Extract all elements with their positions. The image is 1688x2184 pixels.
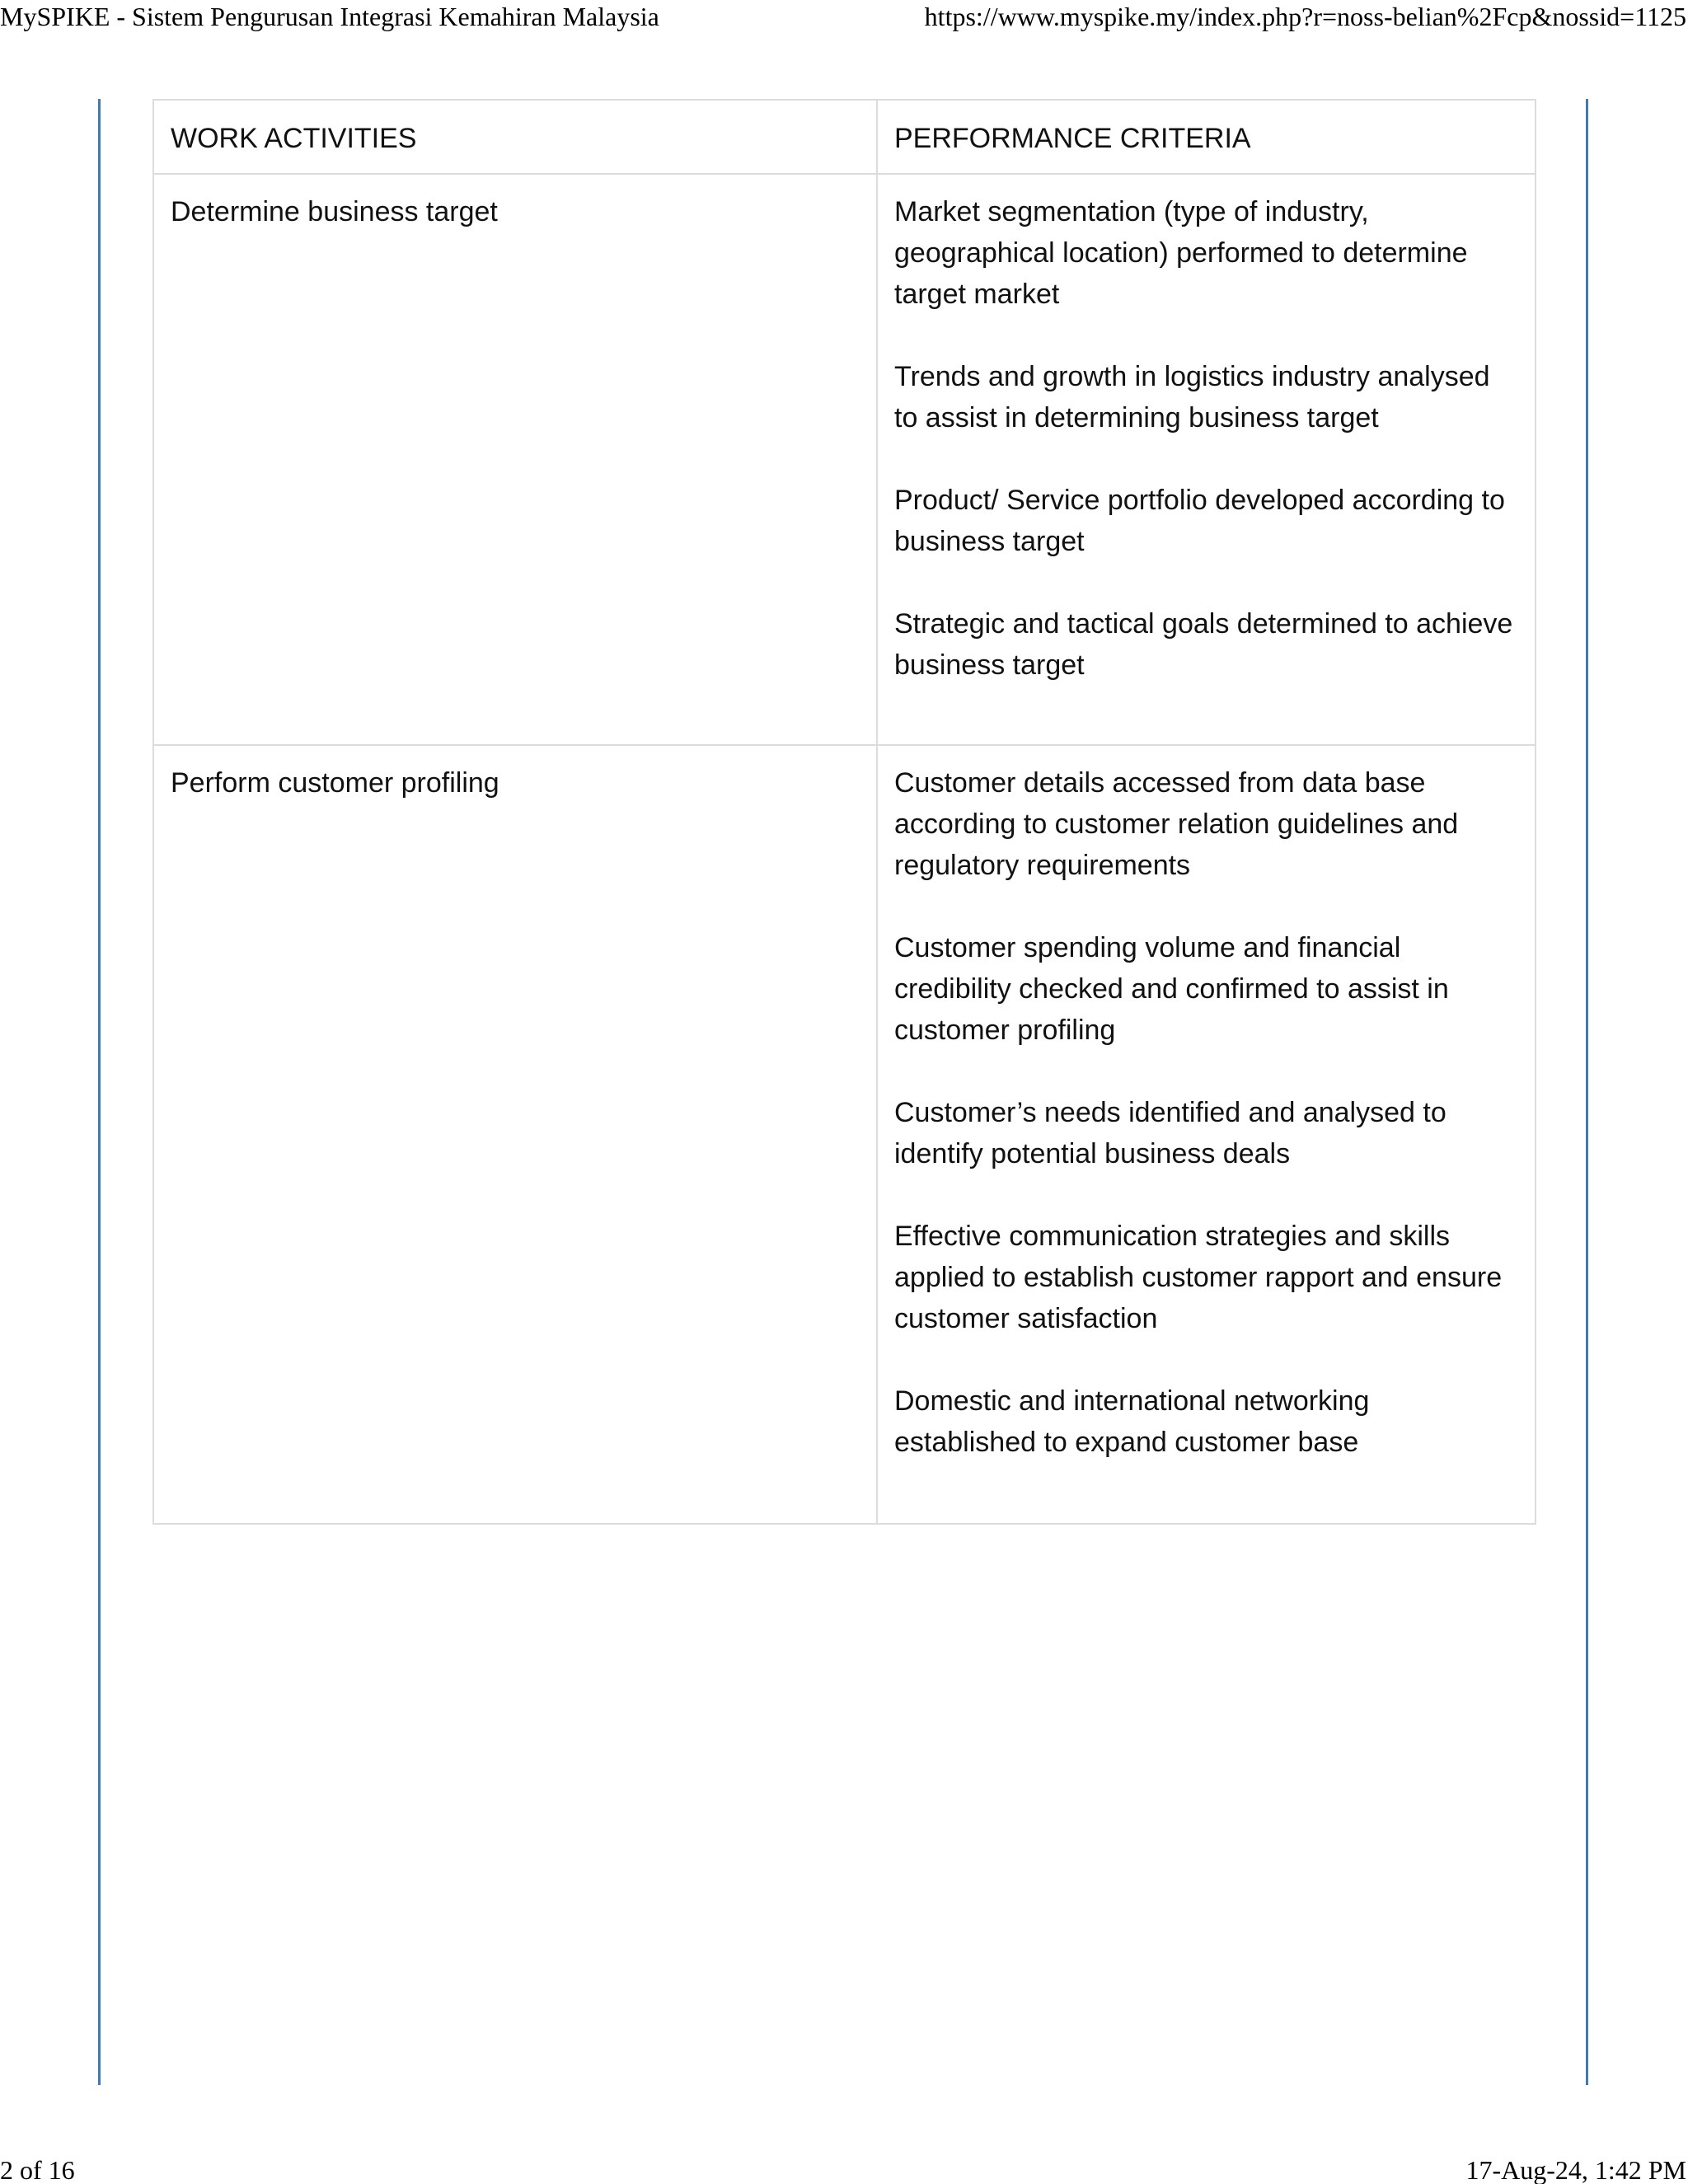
criterion-item: Strategic and tactical goals determined to achieve business target — [894, 608, 1513, 681]
criterion-item: Customer’s needs identified and analysed to identify potential business deals — [894, 1097, 1447, 1169]
print-footer-page-number: 2 of 16 — [0, 2155, 75, 2184]
header-work-activities: WORK ACTIVITIES — [153, 100, 877, 174]
criterion-item: Domestic and international networking established to expand customer base — [894, 1385, 1370, 1458]
criterion-item: Customer spending volume and financial credibility checked and confirmed to assist in customer profiling — [894, 932, 1449, 1046]
header-performance-criteria: PERFORMANCE CRITERIA — [877, 100, 1536, 174]
print-header-title: MySPIKE - Sistem Pengurusan Integrasi Kemahiran Malaysia — [0, 2, 659, 31]
right-page-border — [1586, 99, 1588, 2085]
work-activity-cell: Determine business target — [153, 174, 877, 745]
criterion-item: Market segmentation (type of industry, geographical location) performed to determine target market — [894, 196, 1468, 310]
table-row — [153, 745, 1536, 1524]
print-footer-datetime: 17-Aug-24, 1:42 PM — [1465, 2155, 1686, 2184]
table-row — [153, 174, 1536, 745]
criterion-item: Product/ Service portfolio developed according to business target — [894, 485, 1505, 557]
criterion-item: Customer details accessed from data base according to customer relation guidelines and regulatory requirements — [894, 767, 1459, 881]
left-page-border — [98, 99, 101, 2085]
work-activity-cell: Perform customer profiling — [153, 745, 877, 1524]
print-header-url: https://www.myspike.my/index.php?r=noss-belian%2Fcp&nossid=1125 — [924, 2, 1686, 31]
performance-criteria-cell — [877, 174, 1536, 745]
criterion-item: Trends and growth in logistics industry analysed to assist in determining business target — [894, 361, 1490, 434]
criterion-item: Effective communication strategies and skills applied to establish customer rapport and ensure customer satisfaction — [894, 1221, 1503, 1334]
table-header-row — [153, 100, 1536, 174]
performance-criteria-cell — [877, 745, 1536, 1524]
work-activities-table — [152, 99, 1536, 1525]
